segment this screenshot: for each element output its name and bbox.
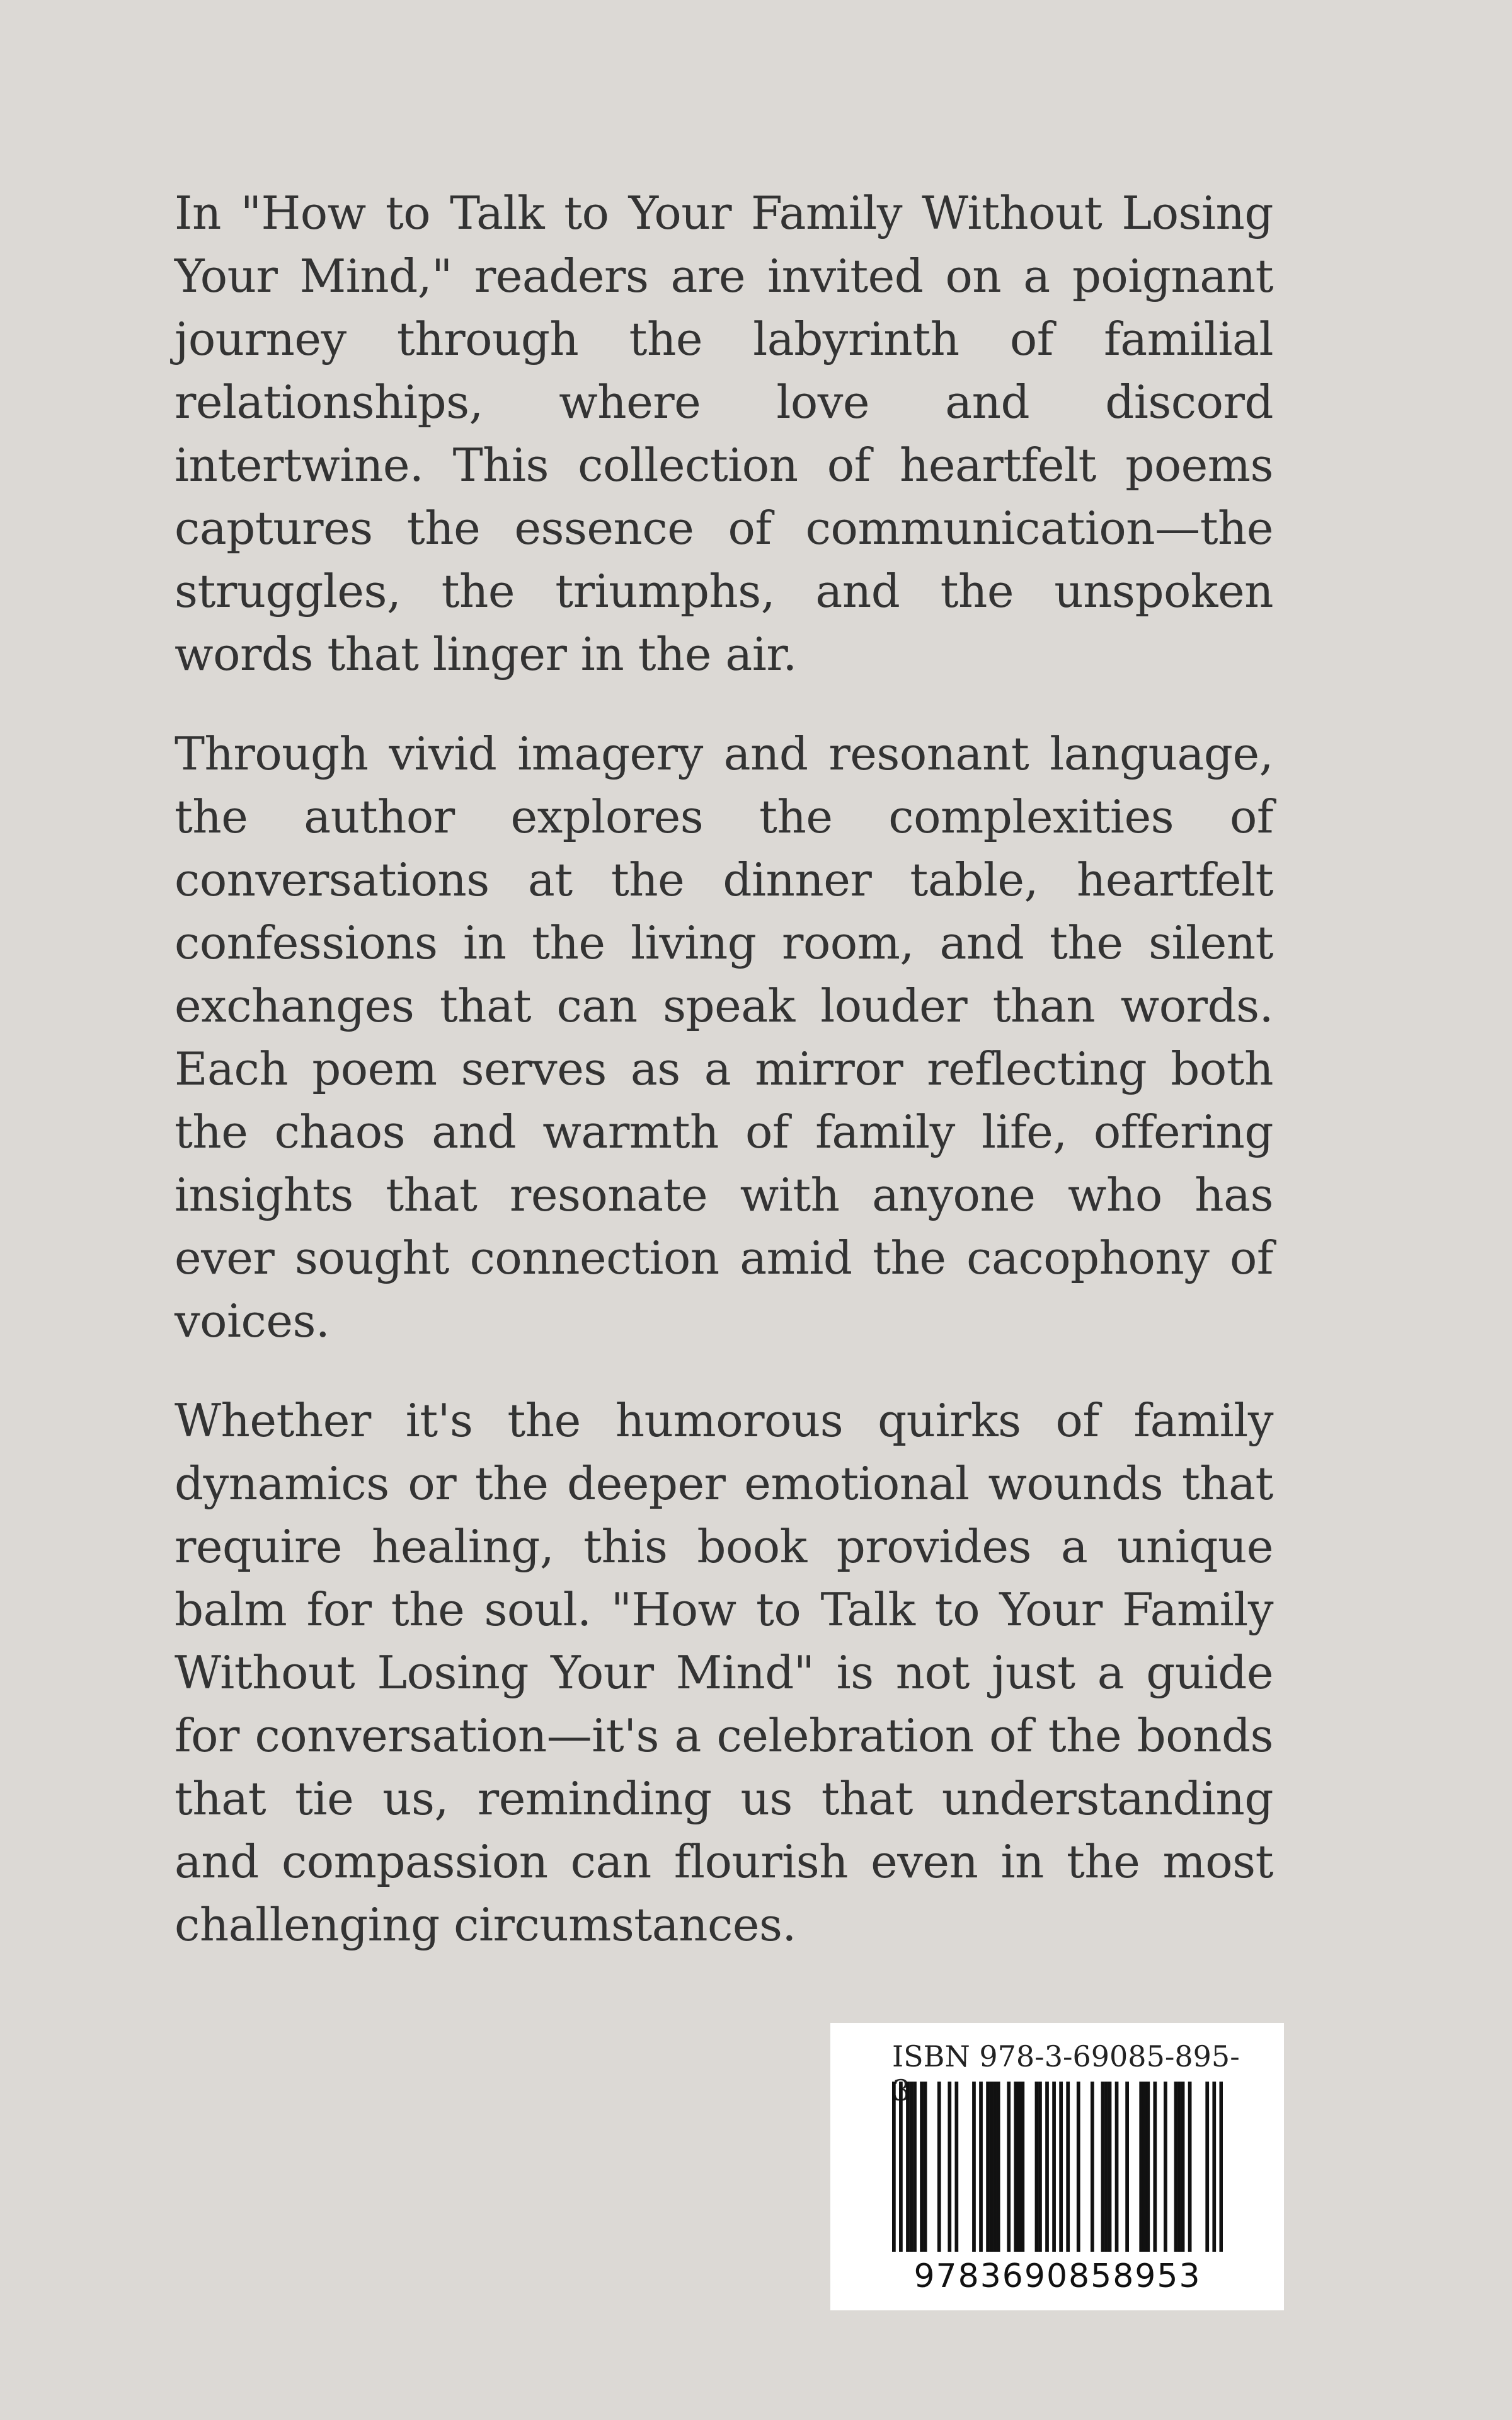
barcode-bar [1139,2082,1143,2252]
barcode-bar [1038,2082,1042,2252]
isbn-barcode-box [830,2023,1284,2310]
barcode-bar [1104,2082,1108,2252]
barcode-bar [1153,2082,1157,2252]
blurb-paragraph-3: Whether it's the humorous quirks of family dynamics or the deeper emotional wounds that require healing, this book provides a unique balm for the soul. "How to Talk to Your Family Without Losing Your Mind" is not just a guide for conversation—it's a celebration of the bonds that tie us, reminding us that understanding and compassion can flourish even in the most challenging circumstances. [175,1394,1273,1951]
back-cover-blurb [175,182,1273,1993]
barcode-bar [1181,2082,1185,2252]
barcode-bar [1219,2082,1223,2252]
barcode-bar [892,2082,896,2252]
barcode-bar [986,2082,990,2252]
barcode-bar [1205,2082,1209,2252]
barcode-bar [1115,2082,1119,2252]
barcode-bar [1014,2082,1017,2252]
barcode-bar [920,2082,924,2252]
barcode-bar [1077,2082,1080,2252]
barcode-bar [972,2082,976,2252]
barcode-bar [993,2082,997,2252]
barcode-bar [1059,2082,1063,2252]
barcode-bar [1177,2082,1181,2252]
barcode-bar [1188,2082,1192,2252]
barcode-bar [979,2082,983,2252]
isbn-label: ISBN 978-3-69085-895- [892,2039,1240,2073]
isbn-digits: 9783690858953 [914,2257,1201,2295]
barcode-bar [937,2082,941,2252]
barcode-bar [990,2082,994,2252]
barcode-bar [954,2082,958,2252]
barcode-bar [1108,2082,1112,2252]
barcode-bar [924,2082,927,2252]
barcode-bar [1101,2082,1105,2252]
barcode-bar [1021,2082,1024,2252]
barcode-bar [1091,2082,1094,2252]
barcode-bar [948,2082,951,2252]
barcode-bar [1125,2082,1129,2252]
barcode-icon [892,2082,1223,2252]
barcode-bar [1007,2082,1011,2252]
barcode-bar [1017,2082,1021,2252]
blurb-paragraph-1: In "How to Talk to Your Family Without Losing Your Mind," readers are invited on a poignant journey through the labyrinth of familial relationships, where love and discord intertwine. This collection of heartfelt poems captures the essence of communication—the struggles, the triumphs, and the unspoken words that linger in the air. [175,187,1273,681]
barcode-bar [1164,2082,1167,2252]
barcode-bar [1212,2082,1216,2252]
barcode-bar [1035,2082,1039,2252]
barcode-bar [997,2082,1000,2252]
barcode-bar [1066,2082,1070,2252]
barcode-bar [910,2082,914,2252]
barcode-bar [913,2082,917,2252]
barcode-bar [1045,2082,1049,2252]
barcode-bar [1174,2082,1178,2252]
barcode-bar [1052,2082,1056,2252]
barcode-bar [899,2082,903,2252]
barcode-bar [906,2082,910,2252]
barcode-bar [1143,2082,1147,2252]
blurb-paragraph-2: Through vivid imagery and resonant language, the author explores the complexities of conversations at the dinner table, heartfelt confessions in the living room, and the silent exchanges that can speak louder than words. Each poem serves as a mirror reflecting both the chaos and warmth of family life, offering insights that resonate with anyone who has ever sought connection amid the cacophony of voices. [175,727,1273,1347]
barcode-bar [1146,2082,1150,2252]
